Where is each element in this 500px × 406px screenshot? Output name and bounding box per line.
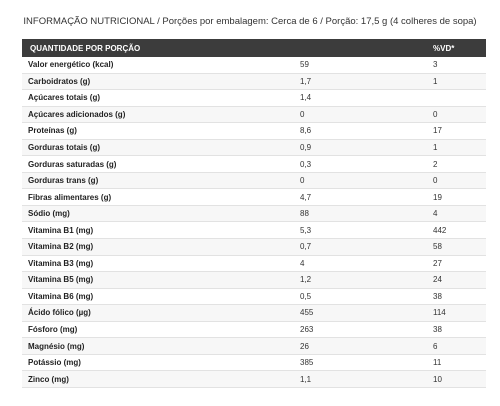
nutrient-amount: 1,7: [300, 76, 312, 86]
nutrient-daily-value: 17: [433, 126, 442, 136]
nutrient-name: Açúcares totais (g): [28, 93, 101, 103]
nutrient-amount: 26: [300, 341, 309, 351]
table-row: [22, 189, 486, 206]
nutrient-name: Proteínas (g): [28, 126, 77, 136]
nutrient-amount: 4,7: [300, 192, 312, 202]
nutrient-daily-value: 38: [433, 325, 442, 335]
table-row: [22, 355, 486, 372]
nutrient-amount: 455: [300, 308, 314, 318]
header-quantity: QUANTIDADE POR PORÇÃO: [30, 43, 141, 53]
table-row: [22, 90, 486, 107]
table-row: [22, 222, 486, 239]
nutrient-name: Carboidratos (g): [28, 76, 91, 86]
table-row: [22, 289, 486, 306]
table-row: [22, 57, 486, 74]
nutrient-daily-value: 1: [433, 143, 438, 152]
nutrient-amount: 0,5: [300, 291, 312, 301]
table-row: [22, 239, 486, 256]
nutrient-name: Fósforo (mg): [28, 325, 78, 335]
nutrient-amount: 0,7: [300, 242, 312, 252]
nutrient-name: Magnésio (mg): [28, 341, 85, 351]
nutrient-daily-value: 2: [433, 159, 438, 169]
nutrient-amount: 1,2: [300, 275, 312, 285]
nutrient-daily-value: 114: [433, 308, 446, 318]
nutrient-amount: 8,6: [300, 126, 312, 136]
table-row: [22, 256, 486, 273]
table-row: [22, 272, 486, 289]
nutrient-name: Fibras alimentares (g): [28, 192, 112, 202]
nutrient-name: Vitamina B3 (mg): [28, 258, 94, 268]
nutrient-daily-value: 0: [433, 109, 438, 119]
nutrient-amount: 4: [300, 258, 305, 268]
nutrient-daily-value: 27: [433, 258, 442, 268]
header-daily-value: %VD*: [433, 43, 455, 53]
table-row: [22, 123, 486, 140]
nutrient-name: Valor energético (kcal): [28, 60, 114, 70]
nutrient-name: Zinco (mg): [28, 374, 69, 384]
nutrient-daily-value: 58: [433, 242, 442, 252]
nutrient-name: Gorduras totais (g): [28, 143, 101, 152]
nutrient-daily-value: 3: [433, 60, 438, 70]
table-row: [22, 173, 486, 190]
nutrient-daily-value: 10: [433, 374, 442, 384]
nutrient-amount: 59: [300, 60, 309, 70]
nutrient-daily-value: 6: [433, 341, 438, 351]
nutrient-amount: 1,1: [300, 374, 312, 384]
nutrient-name: Potássio (mg): [28, 358, 81, 368]
nutrient-name: Açúcares adicionados (g): [28, 109, 126, 119]
nutrient-amount: 0,3: [300, 159, 312, 169]
table-row: [22, 371, 486, 388]
nutrient-daily-value: 19: [433, 192, 442, 202]
nutrient-name: Vitamina B2 (mg): [28, 242, 94, 252]
table-row: [22, 74, 486, 91]
nutrient-amount: 385: [300, 358, 314, 368]
nutrient-amount: 263: [300, 325, 314, 335]
nutrient-name: Gorduras trans (g): [28, 176, 99, 186]
nutrient-amount: 0: [300, 176, 305, 186]
nutrient-daily-value: 11: [433, 358, 442, 368]
table-body: [22, 57, 486, 388]
table-row: [22, 206, 486, 223]
table-row: [22, 305, 486, 322]
nutrient-name: Sódio (mg): [28, 209, 70, 219]
table-row: [22, 156, 486, 173]
nutrient-amount: 0,9: [300, 143, 312, 152]
nutrient-amount: 88: [300, 209, 309, 219]
nutrient-name: Vitamina B5 (mg): [28, 275, 94, 285]
nutrient-daily-value: 4: [433, 209, 438, 219]
nutrient-name: Ácido fólico (µg): [28, 308, 91, 318]
table-row: [22, 338, 486, 355]
nutrition-table: [22, 39, 486, 388]
nutrient-daily-value: 38: [433, 291, 442, 301]
table-row: [22, 322, 486, 339]
nutrient-name: Vitamina B6 (mg): [28, 291, 94, 301]
nutrient-daily-value: 24: [433, 275, 442, 285]
nutrient-amount: 1,4: [300, 93, 312, 103]
nutrient-daily-value: 442: [433, 225, 447, 235]
nutrient-amount: 0: [300, 109, 305, 119]
nutrient-daily-value: 0: [433, 176, 438, 186]
nutrient-daily-value: 1: [433, 76, 438, 86]
table-row: [22, 107, 486, 124]
nutrient-name: Gorduras saturadas (g): [28, 159, 117, 169]
nutrition-caption: INFORMAÇÃO NUTRICIONAL / Porções por embalagem: Cerca de 6 / Porção: 17,5 g (4 colheres de sopa): [23, 16, 477, 27]
nutrient-name: Vitamina B1 (mg): [28, 225, 94, 235]
table-header: [22, 39, 486, 57]
table-row: [22, 140, 486, 157]
nutrient-amount: 5,3: [300, 225, 312, 235]
